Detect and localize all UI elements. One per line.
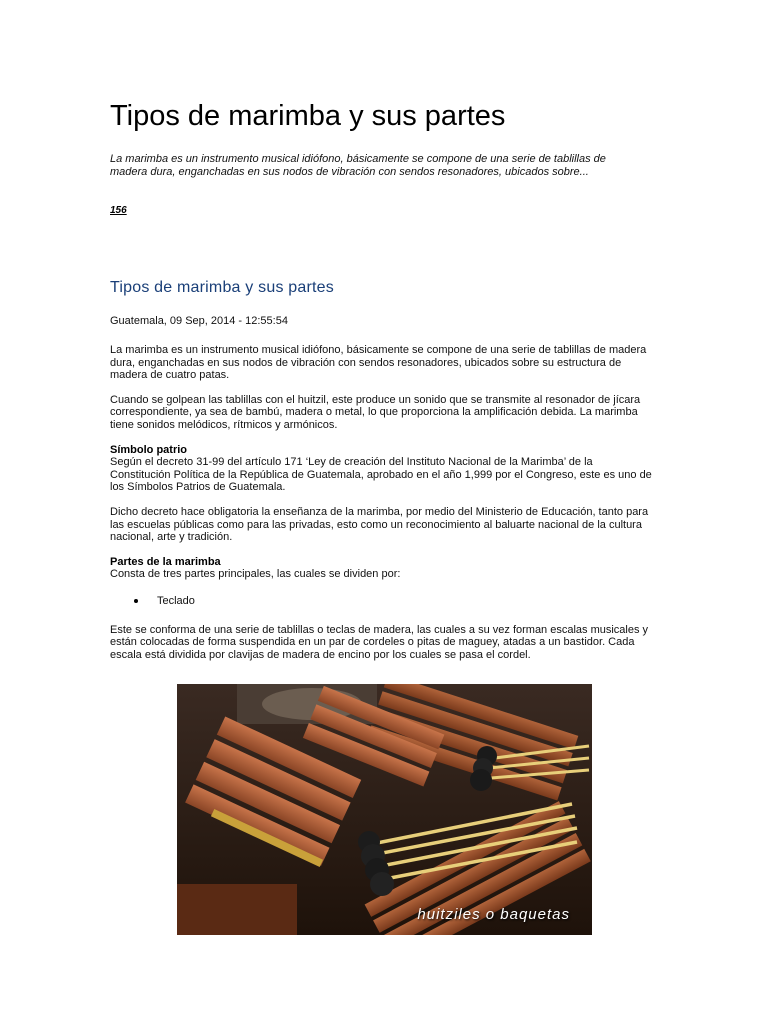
paragraph-education: Dicho decreto hace obligatoria la enseñanza de la marimba, por medio del Ministerio de Educación, tanto para las escuelas públicas como para las privadas, esto como un reconocimiento al baluarte nacional de la cultura nacional, arte y tradición. (110, 505, 649, 544)
marimba-illustration (177, 684, 592, 935)
paragraph-parts-intro: Consta de tres partes principales, las cuales se dividen por: (110, 568, 401, 581)
paragraph-sound: Cuando se golpean las tablillas con el huitzil, este produce un sonido que se transmite al resonador de jícara correspondiente, ya sea de bambú, madera o metal, lo que proporciona la amplificación debida. La marimba tiene sonidos melódicos, rítmicos y armónicos. (110, 393, 641, 431)
parts-list (110, 595, 655, 608)
marimba-photo (177, 684, 592, 935)
document-summary: La marimba es un instrumento musical idiófono, básicamente se compone de una serie de tablillas de madera dura, enganchadas en sus nodos de vibración con sendos resonadores, ubicados sobre... (110, 153, 606, 178)
paragraph-decree: Según el decreto 31-99 del artículo 171 ‘Ley de creación del Instituto Nacional de la Marimba’ de la Constitución Política de la República de Guatemala, aprobado en el año 1,999 por el Congreso, este es uno de los Símbolos Patrios de Guatemala. (110, 456, 652, 494)
article-body (110, 344, 655, 673)
list-item-label: Teclado (157, 594, 195, 607)
view-count[interactable]: 156 (110, 205, 127, 216)
article-dateline: Guatemala, 09 Sep, 2014 - 12:55:54 (110, 315, 288, 327)
paragraph-intro: La marimba es un instrumento musical idiófono, básicamente se compone de una serie de tablillas de madera dura, enganchadas en sus nodos de vibración con sendos resonadores, ubicados sobre su estructura de madera de cuatro patas. (110, 344, 647, 382)
article-title: Tipos de marimba y sus partes (110, 279, 334, 296)
paragraph-teclado: Este se conforma de una serie de tablillas o teclas de madera, las cuales a su vez forman escalas musicales y están colocadas de forma suspendida en un par de cordeles o pitas de maguey, atadas a un bastidor. Cada escala está dividida por clavijas de madera de encino por los cuales se pasa el cordel. (110, 623, 649, 661)
page-title: Tipos de marimba y sus partes (110, 100, 506, 132)
bullet-icon (134, 599, 138, 603)
section-heading-simbolo: Símbolo patrio (110, 443, 187, 456)
photo-caption: huitziles o baquetas (417, 906, 570, 923)
section-heading-partes: Partes de la marimba (110, 555, 221, 568)
list-item (157, 595, 655, 608)
